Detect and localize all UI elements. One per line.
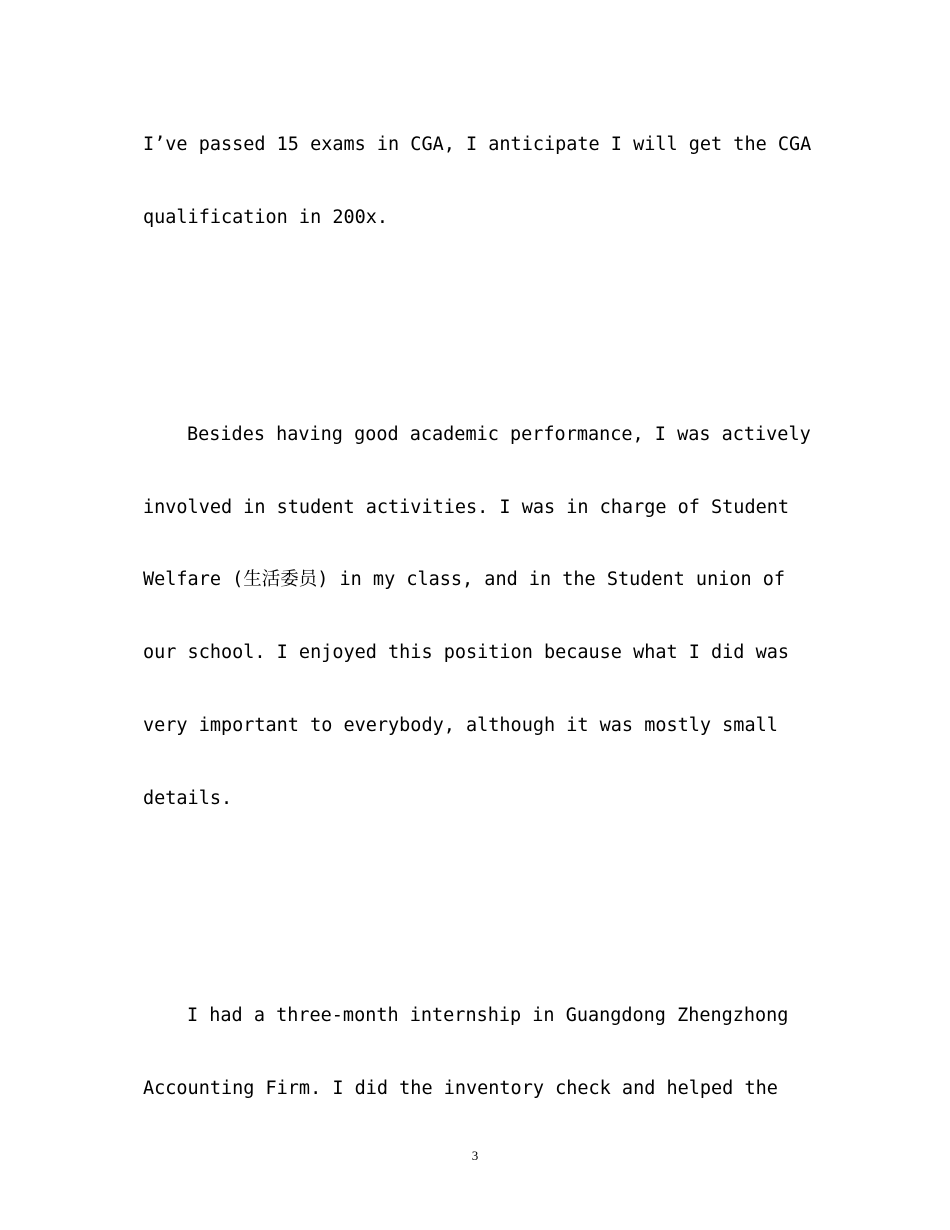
paragraph-2-line-6: details. [143,788,233,809]
paragraph-3-line-1: I had a three-month internship in Guangdong Zhengzhong [187,1005,789,1026]
paragraph-2-line-5: very important to everybody, although it was mostly small [143,715,778,736]
page-number: 3 [471,1148,479,1163]
paragraph-1-line-1: I’ve passed 15 exams in CGA, I anticipate I will get the CGA [143,134,812,155]
paragraph-2-line-4: our school. I enjoyed this position because what I did was [143,642,790,663]
paragraph-2-line-2: involved in student activities. I was in charge of Student [143,497,790,518]
paragraph-2-line-1: Besides having good academic performance, I was actively [187,424,811,445]
paragraph-1-line-2: qualification in 200x. [143,207,389,228]
paragraph-2-line-3: Welfare (生活委员) in my class, and in the Student union of [143,569,786,590]
paragraph-3-line-2: Accounting Firm. I did the inventory check and helped the [143,1078,778,1099]
